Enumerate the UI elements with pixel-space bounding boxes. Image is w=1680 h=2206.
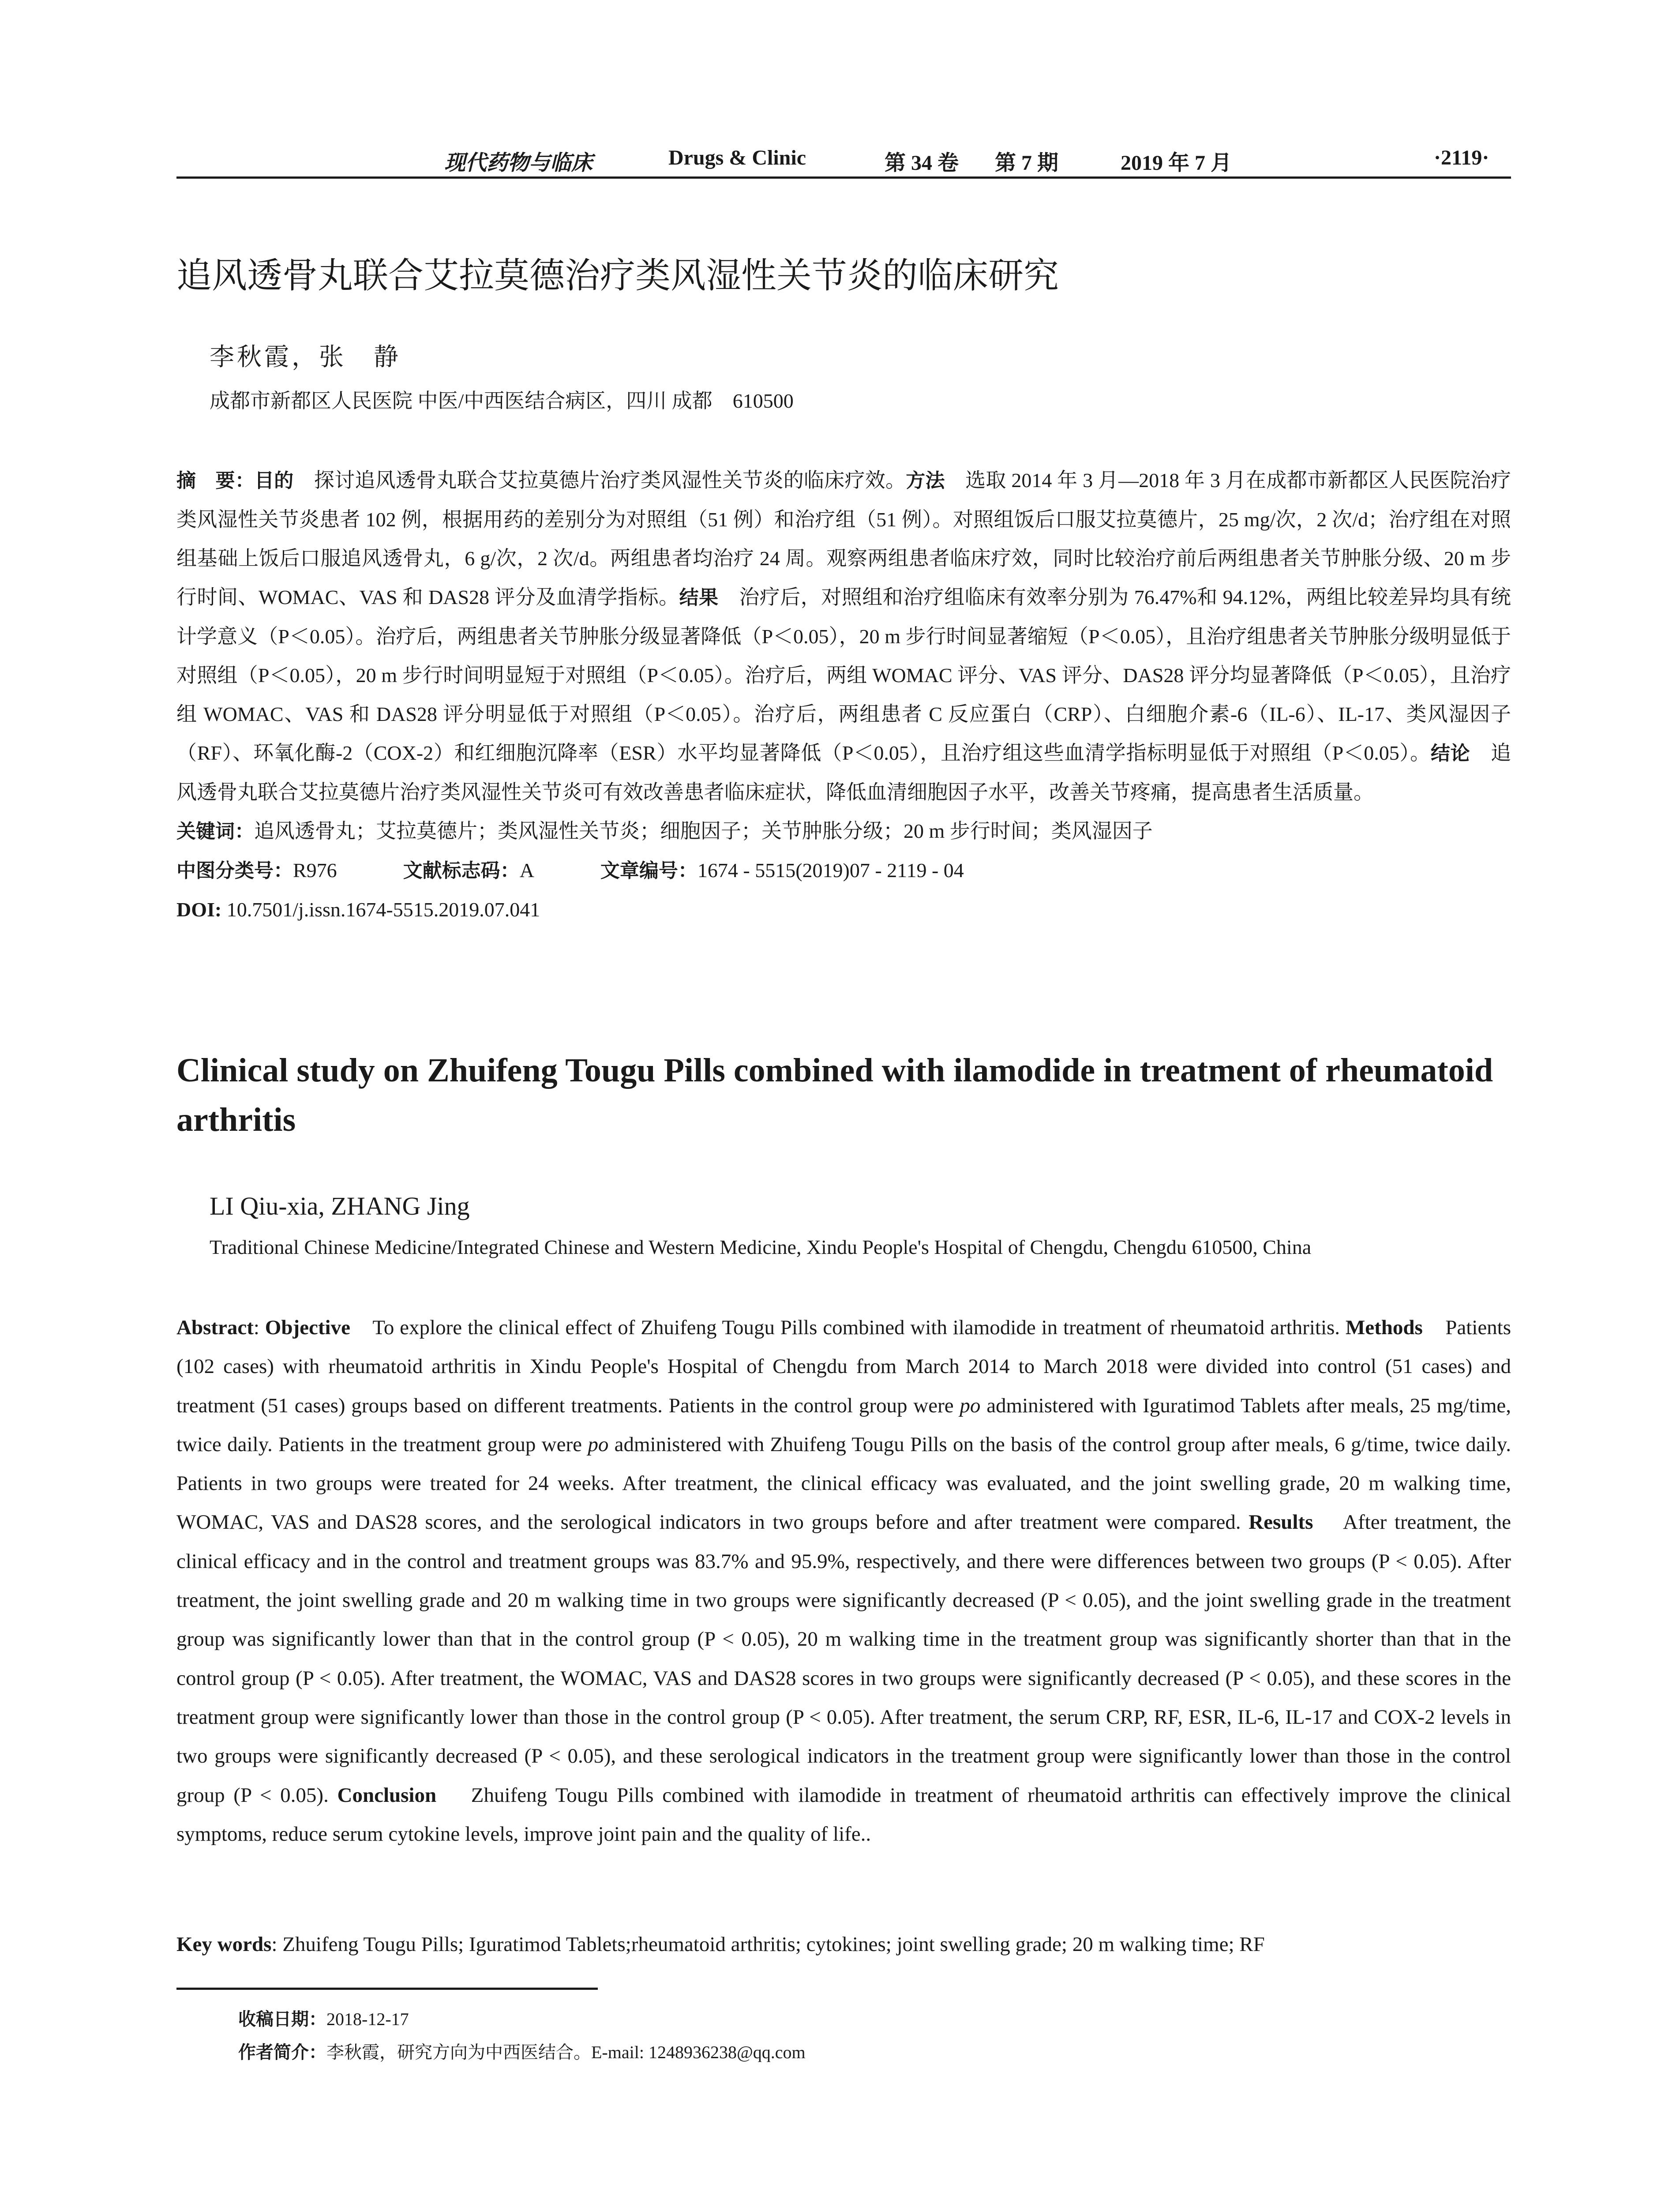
title-en: Clinical study on Zhuifeng Tougu Pills combined with ilamodide in treatment of rheumatoid arthritis xyxy=(176,1052,1493,1138)
abstract-cn-label: 摘 要： xyxy=(176,469,255,492)
authors-en: LI Qiu-xia, ZHANG Jing xyxy=(210,1192,470,1220)
po-term-2: po xyxy=(588,1433,609,1456)
abstract-cn xyxy=(176,461,1511,929)
issue-date: 2019 年 7 月 xyxy=(1121,151,1232,175)
conclusion-cn-label: 结论 xyxy=(1430,742,1470,765)
results-cn: 治疗后，对照组和治疗组临床有效率分别为 76.47%和 94.12%，两组比较差异均具有统计学意义（P＜0.05）。治疗后，两组患者关节肿胀分级显著降低（P＜0.05），20 m 步行时间显著缩短（P＜0.05），且治疗组患者关节肿胀分级明显低于对照组（P＜0.05），20 m 步行时间明显短于对照组（P＜0.05）。治疗后，两组 WOMAC 评分、VAS 评分、DAS28 评分均显著降低（P＜0.05），且治疗组 WOMAC、VAS 和 DAS28 评分明显低于对照组（P＜0.05）。治疗后，两组患者 C 反应蛋白（CRP）、白细胞介素-6（IL-6）、IL-17、类风湿因子（RF）、环氧化酶-2（COX-2）和红细胞沉降率（ESR）水平均显著降低（P＜0.05），且治疗组这些血清学指标明显低于对照组（P＜0.05）。 xyxy=(176,586,1511,764)
doc-code-value: A xyxy=(519,859,534,882)
objective-en-label: Objective xyxy=(265,1316,350,1339)
volume: 第 34 卷 xyxy=(885,151,959,175)
journal-name-cn: 现代药物与临床 xyxy=(444,151,593,175)
doi-value: 10.7501/j.issn.1674-5515.2019.07.041 xyxy=(226,898,540,921)
received-date-note xyxy=(238,2005,409,2030)
keywords-cn xyxy=(176,812,1511,851)
keywords-cn-text: 追风透骨丸；艾拉莫德片；类风湿性关节炎；细胞因子；关节肿胀分级；20 m 步行时间；类风湿因子 xyxy=(254,820,1153,842)
objective-cn-label: 目的 xyxy=(255,469,294,492)
author-bio-label: 作者简介： xyxy=(238,2042,326,2063)
affiliation-cn: 成都市新都区人民医院 中医/中西医结合病区，四川 成都 610500 xyxy=(210,390,794,412)
methods-cn-label: 方法 xyxy=(906,469,945,492)
issue: 第 7 期 xyxy=(995,151,1059,175)
conclusion-en-label: Conclusion xyxy=(337,1783,437,1807)
doc-code-label: 文献标志码： xyxy=(403,859,520,882)
authors-cn: 李秋霞，张 静 xyxy=(210,344,401,371)
page-number: ·2119· xyxy=(1434,146,1489,169)
title-cn: 追风透骨丸联合艾拉莫德治疗类风湿性关节炎的临床研究 xyxy=(176,255,1059,296)
received-date: 2018-12-17 xyxy=(326,2009,409,2029)
clc-label: 中图分类号： xyxy=(176,859,293,882)
received-label: 收稿日期： xyxy=(238,2009,326,2030)
clc-value: R976 xyxy=(293,859,337,882)
running-header xyxy=(176,140,1511,176)
article-number-value: 1674 - 5515(2019)07 - 2119 - 04 xyxy=(697,859,964,882)
affiliation-en: Traditional Chinese Medicine/Integrated Chinese and Western Medicine, Xindu People's Hospital of Chengdu, Chengdu 610500, China xyxy=(210,1236,1312,1258)
abstract-en-label: Abstract xyxy=(176,1316,254,1339)
methods-en-part-2: administered with Iguratimod Tablets after meals, 25 mg/time, twice daily. Patients in the treatment group were xyxy=(176,1394,1511,1456)
results-cn-label: 结果 xyxy=(679,586,719,609)
keywords-en-label: Key words xyxy=(176,1933,272,1956)
author-bio: 李秋霞，研究方向为中西医结合。E-mail: 1248936238@qq.com xyxy=(326,2042,806,2062)
objective-cn: 探讨追风透骨丸联合艾拉莫德片治疗类风湿性关节炎的临床疗效。 xyxy=(314,469,906,491)
keywords-en-text: : Zhuifeng Tougu Pills; Iguratimod Tablets;rheumatoid arthritis; cytokines; joint swelling grade; 20 m walking time; RF xyxy=(271,1933,1265,1956)
conclusion-en: Zhuifeng Tougu Pills combined with ilamodide in treatment of rheumatoid arthritis can effectively improve the clinical symptoms, reduce serum cytokine levels, improve joint pain and the quality of life.. xyxy=(176,1783,1511,1846)
abstract-en: Abstract: Objective To explore the clinical effect of Zhuifeng Tougu Pills combined with ilamodide in treatment of rheumatoid arthritis. Methods Patients (102 cases) with rheumatoid arthritis in Xindu People's Hospital of Chengdu from March 2014 to March 2018 were divided into control (51 cases) and treatment (51 cases) groups based on different treatments. Patients in the control group were po administered with Iguratimod Tablets after meals, 25 mg/time, twice daily. Patients in the treatment group were po administered with Zhuifeng Tougu Pills on the basis of the control group after meals, 6 g/time, twice daily. Patients in two groups were treated for 24 weeks. After treatment, the clinical efficacy was evaluated, and the joint swelling grade, 20 m walking time, WOMAC, VAS and DAS28 scores, and the serological indicators in two groups before and after treatment were compared. Results After treatment, the clinical efficacy and in the control and treatment groups was 83.7% and 95.9%, respectively, and there were differences between two groups (P < 0.05). After treatment, the joint swelling grade and 20 m walking time in two groups were significantly decreased (P < 0.05), and the joint swelling grade in the treatment group was significantly lower than that in the control group (P < 0.05), 20 m walking time in the treatment group was significantly shorter than that in the control group (P < 0.05). After treatment, the WOMAC, VAS and DAS28 scores in two groups were significantly decreased (P < 0.05), and these scores in the treatment group were significantly lower than those in the control group (P < 0.05). After treatment, the serum CRP, RF, ESR, IL-6, IL-17 and COX-2 levels in two groups were significantly decreased (P < 0.05), and these serological indicators in the treatment group were significantly lower than those in the control group (P < 0.05). Conclusion Zhuifeng Tougu Pills combined with ilamodide in treatment of rheumatoid arthritis can effectively improve the clinical symptoms, reduce serum cytokine levels, improve joint pain and the quality of life.. xyxy=(176,1316,1511,1846)
classification-line xyxy=(176,851,1511,890)
po-term-1: po xyxy=(960,1394,981,1417)
conclusion-cn: 追风透骨丸联合艾拉莫德片治疗类风湿性关节炎可有效改善患者临床症状，降低血清细胞因子水平，改善关节疼痛，提高患者生活质量。 xyxy=(176,742,1511,803)
header-rule xyxy=(176,176,1511,179)
results-en-label: Results xyxy=(1249,1511,1313,1534)
keywords-cn-label: 关键词： xyxy=(176,820,254,843)
methods-en-part-3: administered with Zhuifeng Tougu Pills on the basis of the control group after meals, 6 g/time, twice daily. Patients in two groups were treated for 24 weeks. After treatment, the clinical efficacy was evaluated, and the joint swelling grade, 20 m walking time, WOMAC, VAS and DAS28 scores, and the serological indicators in two groups before and after treatment were compared. xyxy=(176,1433,1511,1534)
doi-line xyxy=(176,890,1511,929)
article-number-label: 文章编号： xyxy=(600,859,698,882)
results-en: After treatment, the clinical efficacy and in the control and treatment groups was 83.7% and 95.9%, respectively, and there were differences between two groups (P < 0.05). After treatment, the joint swelling grade and 20 m walking time in two groups were significantly decreased (P < 0.05), and the joint swelling grade in the treatment group was significantly lower than that in the control group (P < 0.05), 20 m walking time in the treatment group was significantly shorter than that in the control group (P < 0.05). After treatment, the WOMAC, VAS and DAS28 scores in two groups were significantly decreased (P < 0.05), and these scores in the treatment group were significantly lower than those in the control group (P < 0.05). After treatment, the serum CRP, RF, ESR, IL-6, IL-17 and COX-2 levels in two groups were significantly decreased (P < 0.05), and these serological indicators in the treatment group were significantly lower than those in the control group (P < 0.05). xyxy=(176,1511,1511,1807)
doi-label: DOI: xyxy=(176,898,222,921)
methods-en-label: Methods xyxy=(1345,1316,1423,1339)
author-bio-note xyxy=(238,2038,806,2063)
methods-cn: 选取 2014 年 3 月—2018 年 3 月在成都市新都区人民医院治疗类风湿性关节炎患者 102 例，根据用药的差别分为对照组（51 例）和治疗组（51 例）。对照组饭后口服艾拉莫德片，25 mg/次，2 次/d；治疗组在对照组基础上饭后口服追风透骨丸，6 g/次，2 次/d。两组患者均治疗 24 周。观察两组患者临床疗效，同时比较治疗前后两组患者关节肿胀分级、20 m 步行时间、WOMAC、VAS 和 DAS28 评分及血清学指标。 xyxy=(176,469,1511,608)
keywords-en xyxy=(176,1932,1511,1956)
journal-name-en: Drugs & Clinic xyxy=(668,146,806,169)
methods-en-part-1: Patients (102 cases) with rheumatoid arthritis in Xindu People's Hospital of Chengdu from March 2014 to March 2018 were divided into control (51 cases) and treatment (51 cases) groups based on different treatments. Patients in the control group were xyxy=(176,1316,1511,1417)
objective-en: To explore the clinical effect of Zhuifeng Tougu Pills combined with ilamodide in treatment of rheumatoid arthritis. xyxy=(372,1316,1340,1339)
footnote-rule xyxy=(176,1988,598,1990)
